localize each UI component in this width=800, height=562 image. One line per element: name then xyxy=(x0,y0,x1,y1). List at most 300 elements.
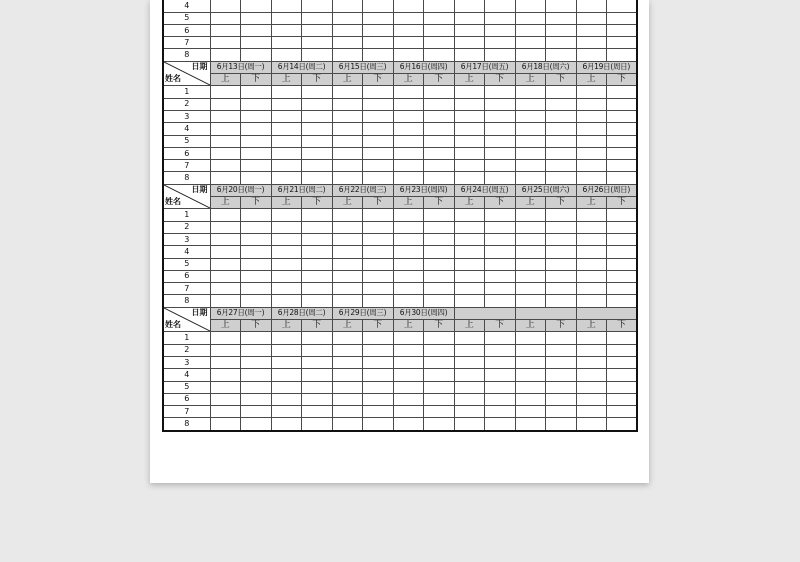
schedule-cell[interactable] xyxy=(241,123,272,135)
schedule-cell[interactable] xyxy=(515,0,546,12)
schedule-cell[interactable] xyxy=(210,12,241,24)
schedule-cell[interactable] xyxy=(424,381,455,393)
schedule-cell[interactable] xyxy=(241,344,272,356)
schedule-cell[interactable] xyxy=(363,209,394,221)
schedule-cell[interactable] xyxy=(607,233,638,245)
schedule-cell[interactable] xyxy=(271,37,302,49)
schedule-cell[interactable] xyxy=(210,406,241,418)
schedule-cell[interactable] xyxy=(363,123,394,135)
schedule-cell[interactable] xyxy=(454,160,485,172)
schedule-cell[interactable] xyxy=(485,356,516,368)
schedule-cell[interactable] xyxy=(363,98,394,110)
schedule-cell[interactable] xyxy=(363,344,394,356)
schedule-cell[interactable] xyxy=(363,406,394,418)
schedule-cell[interactable] xyxy=(271,221,302,233)
schedule-cell[interactable] xyxy=(576,123,607,135)
schedule-cell[interactable] xyxy=(454,147,485,159)
schedule-cell[interactable] xyxy=(302,24,333,36)
schedule-cell[interactable] xyxy=(607,147,638,159)
schedule-cell[interactable] xyxy=(363,135,394,147)
schedule-cell[interactable] xyxy=(393,172,424,184)
schedule-cell[interactable] xyxy=(576,147,607,159)
schedule-cell[interactable] xyxy=(363,12,394,24)
schedule-cell[interactable] xyxy=(271,295,302,307)
schedule-cell[interactable] xyxy=(454,37,485,49)
schedule-cell[interactable] xyxy=(576,344,607,356)
schedule-cell[interactable] xyxy=(485,246,516,258)
schedule-cell[interactable] xyxy=(363,172,394,184)
schedule-cell[interactable] xyxy=(424,123,455,135)
schedule-cell[interactable] xyxy=(607,356,638,368)
schedule-cell[interactable] xyxy=(241,12,272,24)
schedule-cell[interactable] xyxy=(454,233,485,245)
schedule-cell[interactable] xyxy=(607,369,638,381)
schedule-cell[interactable] xyxy=(241,233,272,245)
schedule-cell[interactable] xyxy=(485,369,516,381)
schedule-cell[interactable] xyxy=(485,295,516,307)
schedule-cell[interactable] xyxy=(241,172,272,184)
schedule-cell[interactable] xyxy=(271,233,302,245)
schedule-cell[interactable] xyxy=(302,332,333,344)
schedule-cell[interactable] xyxy=(210,209,241,221)
schedule-cell[interactable] xyxy=(424,37,455,49)
schedule-cell[interactable] xyxy=(332,344,363,356)
schedule-cell[interactable] xyxy=(302,283,333,295)
schedule-cell[interactable] xyxy=(576,86,607,98)
schedule-cell[interactable] xyxy=(424,406,455,418)
schedule-cell[interactable] xyxy=(302,160,333,172)
schedule-cell[interactable] xyxy=(607,160,638,172)
schedule-cell[interactable] xyxy=(363,0,394,12)
schedule-cell[interactable] xyxy=(546,283,577,295)
schedule-cell[interactable] xyxy=(454,406,485,418)
schedule-cell[interactable] xyxy=(607,406,638,418)
schedule-cell[interactable] xyxy=(302,12,333,24)
schedule-cell[interactable] xyxy=(424,233,455,245)
schedule-cell[interactable] xyxy=(241,110,272,122)
schedule-cell[interactable] xyxy=(485,123,516,135)
schedule-cell[interactable] xyxy=(576,24,607,36)
schedule-cell[interactable] xyxy=(363,381,394,393)
schedule-cell[interactable] xyxy=(363,24,394,36)
schedule-cell[interactable] xyxy=(546,381,577,393)
schedule-cell[interactable] xyxy=(393,98,424,110)
schedule-cell[interactable] xyxy=(515,37,546,49)
schedule-cell[interactable] xyxy=(332,406,363,418)
schedule-cell[interactable] xyxy=(607,246,638,258)
schedule-cell[interactable] xyxy=(363,283,394,295)
schedule-cell[interactable] xyxy=(393,221,424,233)
schedule-cell[interactable] xyxy=(515,221,546,233)
schedule-cell[interactable] xyxy=(454,221,485,233)
schedule-cell[interactable] xyxy=(241,332,272,344)
schedule-cell[interactable] xyxy=(393,37,424,49)
schedule-cell[interactable] xyxy=(241,283,272,295)
schedule-cell[interactable] xyxy=(454,295,485,307)
schedule-cell[interactable] xyxy=(241,86,272,98)
schedule-cell[interactable] xyxy=(393,160,424,172)
schedule-cell[interactable] xyxy=(271,356,302,368)
schedule-cell[interactable] xyxy=(393,344,424,356)
schedule-cell[interactable] xyxy=(576,135,607,147)
schedule-cell[interactable] xyxy=(332,270,363,282)
schedule-cell[interactable] xyxy=(515,270,546,282)
schedule-cell[interactable] xyxy=(210,0,241,12)
schedule-cell[interactable] xyxy=(454,344,485,356)
schedule-cell[interactable] xyxy=(271,332,302,344)
schedule-cell[interactable] xyxy=(271,147,302,159)
schedule-cell[interactable] xyxy=(576,258,607,270)
schedule-cell[interactable] xyxy=(241,295,272,307)
schedule-cell[interactable] xyxy=(210,393,241,405)
schedule-cell[interactable] xyxy=(515,246,546,258)
schedule-cell[interactable] xyxy=(363,393,394,405)
schedule-cell[interactable] xyxy=(607,283,638,295)
schedule-cell[interactable] xyxy=(210,332,241,344)
schedule-cell[interactable] xyxy=(332,258,363,270)
schedule-cell[interactable] xyxy=(454,418,485,431)
schedule-cell[interactable] xyxy=(546,369,577,381)
schedule-cell[interactable] xyxy=(454,283,485,295)
schedule-cell[interactable] xyxy=(363,295,394,307)
schedule-cell[interactable] xyxy=(393,406,424,418)
schedule-cell[interactable] xyxy=(271,98,302,110)
schedule-cell[interactable] xyxy=(576,0,607,12)
schedule-cell[interactable] xyxy=(271,49,302,61)
schedule-cell[interactable] xyxy=(546,110,577,122)
schedule-cell[interactable] xyxy=(241,135,272,147)
schedule-cell[interactable] xyxy=(454,135,485,147)
schedule-cell[interactable] xyxy=(424,209,455,221)
schedule-cell[interactable] xyxy=(271,344,302,356)
schedule-cell[interactable] xyxy=(302,135,333,147)
schedule-cell[interactable] xyxy=(485,37,516,49)
schedule-cell[interactable] xyxy=(332,110,363,122)
schedule-cell[interactable] xyxy=(332,37,363,49)
schedule-cell[interactable] xyxy=(302,270,333,282)
schedule-cell[interactable] xyxy=(546,0,577,12)
schedule-cell[interactable] xyxy=(210,258,241,270)
schedule-cell[interactable] xyxy=(485,344,516,356)
schedule-cell[interactable] xyxy=(332,49,363,61)
schedule-cell[interactable] xyxy=(210,418,241,431)
schedule-cell[interactable] xyxy=(424,110,455,122)
schedule-cell[interactable] xyxy=(241,356,272,368)
schedule-cell[interactable] xyxy=(271,0,302,12)
schedule-cell[interactable] xyxy=(424,49,455,61)
schedule-cell[interactable] xyxy=(241,37,272,49)
schedule-cell[interactable] xyxy=(393,295,424,307)
schedule-cell[interactable] xyxy=(485,98,516,110)
schedule-cell[interactable] xyxy=(210,123,241,135)
schedule-cell[interactable] xyxy=(332,0,363,12)
schedule-cell[interactable] xyxy=(332,209,363,221)
schedule-cell[interactable] xyxy=(454,209,485,221)
schedule-cell[interactable] xyxy=(271,209,302,221)
schedule-cell[interactable] xyxy=(485,221,516,233)
schedule-cell[interactable] xyxy=(607,110,638,122)
schedule-cell[interactable] xyxy=(576,209,607,221)
schedule-cell[interactable] xyxy=(515,24,546,36)
schedule-cell[interactable] xyxy=(241,246,272,258)
schedule-cell[interactable] xyxy=(210,270,241,282)
schedule-cell[interactable] xyxy=(424,0,455,12)
schedule-cell[interactable] xyxy=(271,160,302,172)
schedule-cell[interactable] xyxy=(485,406,516,418)
schedule-cell[interactable] xyxy=(485,135,516,147)
schedule-cell[interactable] xyxy=(332,24,363,36)
schedule-cell[interactable] xyxy=(485,24,516,36)
schedule-cell[interactable] xyxy=(241,209,272,221)
schedule-cell[interactable] xyxy=(546,356,577,368)
schedule-cell[interactable] xyxy=(363,160,394,172)
schedule-cell[interactable] xyxy=(393,86,424,98)
schedule-cell[interactable] xyxy=(302,0,333,12)
schedule-cell[interactable] xyxy=(576,98,607,110)
schedule-cell[interactable] xyxy=(363,418,394,431)
schedule-cell[interactable] xyxy=(363,221,394,233)
schedule-cell[interactable] xyxy=(302,37,333,49)
schedule-cell[interactable] xyxy=(363,270,394,282)
schedule-cell[interactable] xyxy=(454,332,485,344)
schedule-cell[interactable] xyxy=(393,110,424,122)
schedule-cell[interactable] xyxy=(607,418,638,431)
schedule-cell[interactable] xyxy=(424,246,455,258)
schedule-cell[interactable] xyxy=(424,172,455,184)
schedule-cell[interactable] xyxy=(210,160,241,172)
schedule-cell[interactable] xyxy=(485,283,516,295)
schedule-cell[interactable] xyxy=(332,86,363,98)
schedule-cell[interactable] xyxy=(363,258,394,270)
schedule-cell[interactable] xyxy=(485,418,516,431)
schedule-cell[interactable] xyxy=(302,123,333,135)
schedule-cell[interactable] xyxy=(454,49,485,61)
schedule-cell[interactable] xyxy=(363,37,394,49)
schedule-cell[interactable] xyxy=(424,258,455,270)
schedule-cell[interactable] xyxy=(546,270,577,282)
schedule-cell[interactable] xyxy=(454,356,485,368)
schedule-cell[interactable] xyxy=(424,270,455,282)
schedule-cell[interactable] xyxy=(332,172,363,184)
schedule-cell[interactable] xyxy=(363,49,394,61)
schedule-cell[interactable] xyxy=(332,381,363,393)
schedule-cell[interactable] xyxy=(546,246,577,258)
schedule-cell[interactable] xyxy=(424,418,455,431)
schedule-cell[interactable] xyxy=(210,147,241,159)
schedule-cell[interactable] xyxy=(424,332,455,344)
schedule-cell[interactable] xyxy=(302,233,333,245)
schedule-cell[interactable] xyxy=(607,37,638,49)
schedule-cell[interactable] xyxy=(271,24,302,36)
schedule-cell[interactable] xyxy=(271,393,302,405)
schedule-cell[interactable] xyxy=(607,270,638,282)
schedule-cell[interactable] xyxy=(485,0,516,12)
schedule-cell[interactable] xyxy=(607,209,638,221)
schedule-cell[interactable] xyxy=(424,12,455,24)
schedule-cell[interactable] xyxy=(271,283,302,295)
schedule-cell[interactable] xyxy=(546,406,577,418)
schedule-cell[interactable] xyxy=(576,172,607,184)
schedule-cell[interactable] xyxy=(393,246,424,258)
schedule-cell[interactable] xyxy=(515,209,546,221)
schedule-cell[interactable] xyxy=(210,246,241,258)
schedule-cell[interactable] xyxy=(576,37,607,49)
schedule-cell[interactable] xyxy=(363,332,394,344)
schedule-cell[interactable] xyxy=(302,246,333,258)
schedule-cell[interactable] xyxy=(363,356,394,368)
schedule-cell[interactable] xyxy=(546,344,577,356)
schedule-cell[interactable] xyxy=(485,49,516,61)
schedule-cell[interactable] xyxy=(546,24,577,36)
schedule-cell[interactable] xyxy=(332,356,363,368)
schedule-cell[interactable] xyxy=(515,295,546,307)
schedule-cell[interactable] xyxy=(607,98,638,110)
schedule-cell[interactable] xyxy=(515,344,546,356)
schedule-cell[interactable] xyxy=(576,393,607,405)
schedule-cell[interactable] xyxy=(332,283,363,295)
schedule-cell[interactable] xyxy=(210,283,241,295)
schedule-cell[interactable] xyxy=(607,393,638,405)
schedule-cell[interactable] xyxy=(607,49,638,61)
schedule-cell[interactable] xyxy=(210,356,241,368)
schedule-cell[interactable] xyxy=(302,369,333,381)
schedule-cell[interactable] xyxy=(607,123,638,135)
schedule-cell[interactable] xyxy=(302,209,333,221)
schedule-cell[interactable] xyxy=(271,270,302,282)
schedule-cell[interactable] xyxy=(515,356,546,368)
schedule-cell[interactable] xyxy=(546,135,577,147)
schedule-cell[interactable] xyxy=(485,86,516,98)
schedule-cell[interactable] xyxy=(546,37,577,49)
schedule-cell[interactable] xyxy=(210,98,241,110)
schedule-cell[interactable] xyxy=(515,160,546,172)
schedule-cell[interactable] xyxy=(485,160,516,172)
schedule-cell[interactable] xyxy=(424,86,455,98)
schedule-cell[interactable] xyxy=(546,86,577,98)
schedule-cell[interactable] xyxy=(302,356,333,368)
schedule-cell[interactable] xyxy=(210,86,241,98)
schedule-cell[interactable] xyxy=(576,110,607,122)
schedule-cell[interactable] xyxy=(454,12,485,24)
schedule-cell[interactable] xyxy=(424,393,455,405)
schedule-cell[interactable] xyxy=(271,369,302,381)
schedule-cell[interactable] xyxy=(241,418,272,431)
schedule-cell[interactable] xyxy=(454,172,485,184)
schedule-cell[interactable] xyxy=(485,332,516,344)
schedule-cell[interactable] xyxy=(332,160,363,172)
schedule-cell[interactable] xyxy=(302,258,333,270)
schedule-cell[interactable] xyxy=(515,283,546,295)
schedule-cell[interactable] xyxy=(515,418,546,431)
schedule-cell[interactable] xyxy=(454,110,485,122)
schedule-cell[interactable] xyxy=(332,295,363,307)
schedule-cell[interactable] xyxy=(424,356,455,368)
schedule-cell[interactable] xyxy=(241,49,272,61)
schedule-cell[interactable] xyxy=(363,246,394,258)
schedule-cell[interactable] xyxy=(210,135,241,147)
schedule-cell[interactable] xyxy=(576,221,607,233)
schedule-cell[interactable] xyxy=(454,258,485,270)
schedule-cell[interactable] xyxy=(393,369,424,381)
schedule-cell[interactable] xyxy=(576,233,607,245)
schedule-cell[interactable] xyxy=(485,258,516,270)
schedule-cell[interactable] xyxy=(576,369,607,381)
schedule-cell[interactable] xyxy=(515,172,546,184)
schedule-cell[interactable] xyxy=(271,110,302,122)
schedule-cell[interactable] xyxy=(271,381,302,393)
schedule-cell[interactable] xyxy=(393,393,424,405)
schedule-cell[interactable] xyxy=(576,49,607,61)
schedule-cell[interactable] xyxy=(485,270,516,282)
schedule-cell[interactable] xyxy=(546,209,577,221)
schedule-cell[interactable] xyxy=(332,147,363,159)
schedule-cell[interactable] xyxy=(210,172,241,184)
schedule-cell[interactable] xyxy=(485,147,516,159)
schedule-cell[interactable] xyxy=(332,332,363,344)
schedule-cell[interactable] xyxy=(576,356,607,368)
schedule-cell[interactable] xyxy=(576,160,607,172)
schedule-cell[interactable] xyxy=(210,233,241,245)
schedule-cell[interactable] xyxy=(485,172,516,184)
schedule-cell[interactable] xyxy=(424,135,455,147)
schedule-cell[interactable] xyxy=(241,270,272,282)
schedule-cell[interactable] xyxy=(393,356,424,368)
schedule-cell[interactable] xyxy=(302,110,333,122)
schedule-cell[interactable] xyxy=(332,12,363,24)
schedule-cell[interactable] xyxy=(515,147,546,159)
schedule-cell[interactable] xyxy=(485,209,516,221)
schedule-cell[interactable] xyxy=(241,393,272,405)
schedule-cell[interactable] xyxy=(576,406,607,418)
schedule-cell[interactable] xyxy=(241,147,272,159)
schedule-cell[interactable] xyxy=(271,123,302,135)
schedule-cell[interactable] xyxy=(485,233,516,245)
schedule-cell[interactable] xyxy=(393,418,424,431)
schedule-cell[interactable] xyxy=(302,49,333,61)
schedule-cell[interactable] xyxy=(210,381,241,393)
schedule-cell[interactable] xyxy=(302,86,333,98)
schedule-cell[interactable] xyxy=(546,393,577,405)
schedule-cell[interactable] xyxy=(454,246,485,258)
schedule-cell[interactable] xyxy=(454,123,485,135)
schedule-cell[interactable] xyxy=(546,172,577,184)
schedule-cell[interactable] xyxy=(576,246,607,258)
schedule-cell[interactable] xyxy=(485,110,516,122)
schedule-cell[interactable] xyxy=(424,98,455,110)
schedule-cell[interactable] xyxy=(454,381,485,393)
schedule-cell[interactable] xyxy=(210,344,241,356)
schedule-cell[interactable] xyxy=(302,381,333,393)
schedule-cell[interactable] xyxy=(515,123,546,135)
schedule-cell[interactable] xyxy=(271,135,302,147)
schedule-cell[interactable] xyxy=(546,123,577,135)
schedule-cell[interactable] xyxy=(485,393,516,405)
schedule-cell[interactable] xyxy=(515,332,546,344)
schedule-cell[interactable] xyxy=(607,86,638,98)
schedule-cell[interactable] xyxy=(485,381,516,393)
schedule-cell[interactable] xyxy=(271,246,302,258)
schedule-cell[interactable] xyxy=(454,393,485,405)
schedule-cell[interactable] xyxy=(454,98,485,110)
schedule-cell[interactable] xyxy=(302,418,333,431)
schedule-cell[interactable] xyxy=(241,24,272,36)
schedule-cell[interactable] xyxy=(210,369,241,381)
schedule-cell[interactable] xyxy=(271,12,302,24)
schedule-cell[interactable] xyxy=(546,418,577,431)
schedule-cell[interactable] xyxy=(210,295,241,307)
schedule-cell[interactable] xyxy=(424,369,455,381)
schedule-cell[interactable] xyxy=(576,283,607,295)
